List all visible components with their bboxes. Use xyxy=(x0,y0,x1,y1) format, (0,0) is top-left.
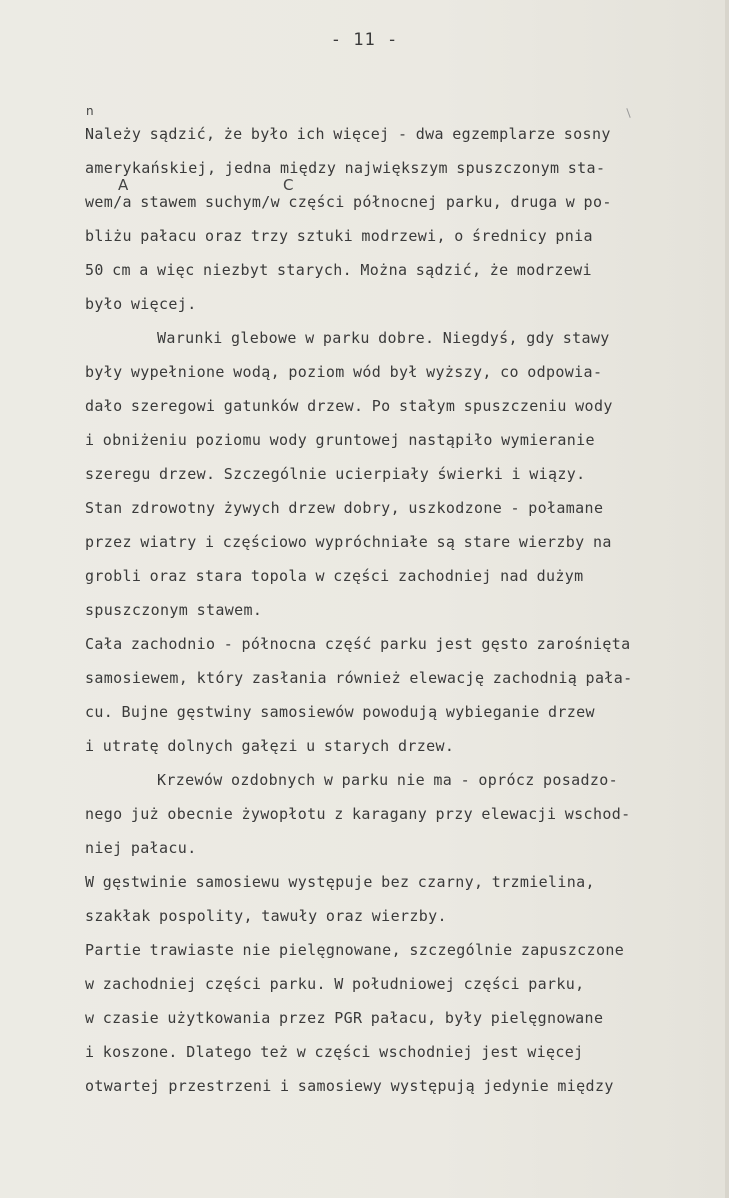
text-line: szeregu drzew. Szczególnie ucierpiały świerki i wiązy. xyxy=(85,465,586,483)
text-line: dało szeregowi gatunków drzew. Po stałym spuszczeniu wody xyxy=(85,397,613,415)
text-line: Krzewów ozdobnych w parku nie ma - oprócz posadzo- xyxy=(157,771,619,789)
text-line: 50 cm a więc niezbyt starych. Można sądzić, że modrzewi xyxy=(85,261,592,279)
text-line: było więcej. xyxy=(85,295,197,313)
text-line: w zachodniej części parku. W południowej części parku, xyxy=(85,975,585,993)
text-line: były wypełnione wodą, poziom wód był wyższy, co odpowia- xyxy=(85,363,603,381)
text-line: Należy sądzić, że było ich więcej - dwa egzemplarze sosny xyxy=(85,125,611,143)
text-line: bliżu pałacu oraz trzy sztuki modrzewi, o średnicy pnia xyxy=(85,227,593,245)
text-line: Stan zdrowotny żywych drzew dobry, uszkodzone - połamane xyxy=(85,499,604,517)
text-line: otwartej przestrzeni i samosiewy występują jedynie między xyxy=(85,1077,614,1095)
text-line: amerykańskiej, jedna między największym spuszczonym sta- xyxy=(85,159,606,177)
page-number: - 11 - xyxy=(330,30,399,50)
text-line: nego już obecnie żywopłotu z karagany przy elewacji wschod- xyxy=(85,805,631,823)
text-line: Partie trawiaste nie pielęgnowane, szczególnie zapuszczone xyxy=(85,941,625,959)
text-line: cu. Bujne gęstwiny samosiewów powodują wybieganie drzew xyxy=(85,703,595,721)
text-line: samosiewem, który zasłania również elewację zachodnią pała- xyxy=(85,669,633,687)
text-line: szakłak pospolity, tawuły oraz wierzby. xyxy=(85,907,447,925)
document-body xyxy=(85,117,705,1103)
text-line: W gęstwinie samosiewu występuje bez czarny, trzmielina, xyxy=(85,873,595,891)
text-line: wem/a stawem suchym/w części północnej parku, druga w po- xyxy=(85,193,612,211)
text-line: w czasie użytkowania przez PGR pałacu, były pielęgnowane xyxy=(85,1009,604,1027)
handwritten-a-annotation: A xyxy=(118,176,129,194)
handwritten-c-annotation: C xyxy=(283,176,294,194)
text-line: niej pałacu. xyxy=(85,839,197,857)
text-line: spuszczonym stawem. xyxy=(85,601,263,619)
text-line: przez wiatry i częściowo wypróchniałe są stare wierzby na xyxy=(85,533,612,551)
text-line: grobli oraz stara topola w części zachodniej nad dużym xyxy=(85,567,584,585)
text-line: i obniżeniu poziomu wody gruntowej nastąpiło wymieranie xyxy=(85,431,595,449)
text-line: Cała zachodnio - północna część parku jest gęsto zarośnięta xyxy=(85,635,631,653)
text-line: Warunki glebowe w parku dobre. Niegdyś, gdy stawy xyxy=(157,329,610,347)
text-line: i utratę dolnych gałęzi u starych drzew. xyxy=(85,737,455,755)
handwritten-n-annotation: n xyxy=(86,104,94,118)
text-line: i koszone. Dlatego też w części wschodniej jest więcej xyxy=(85,1043,584,1061)
page-edge-shadow xyxy=(725,0,729,1198)
